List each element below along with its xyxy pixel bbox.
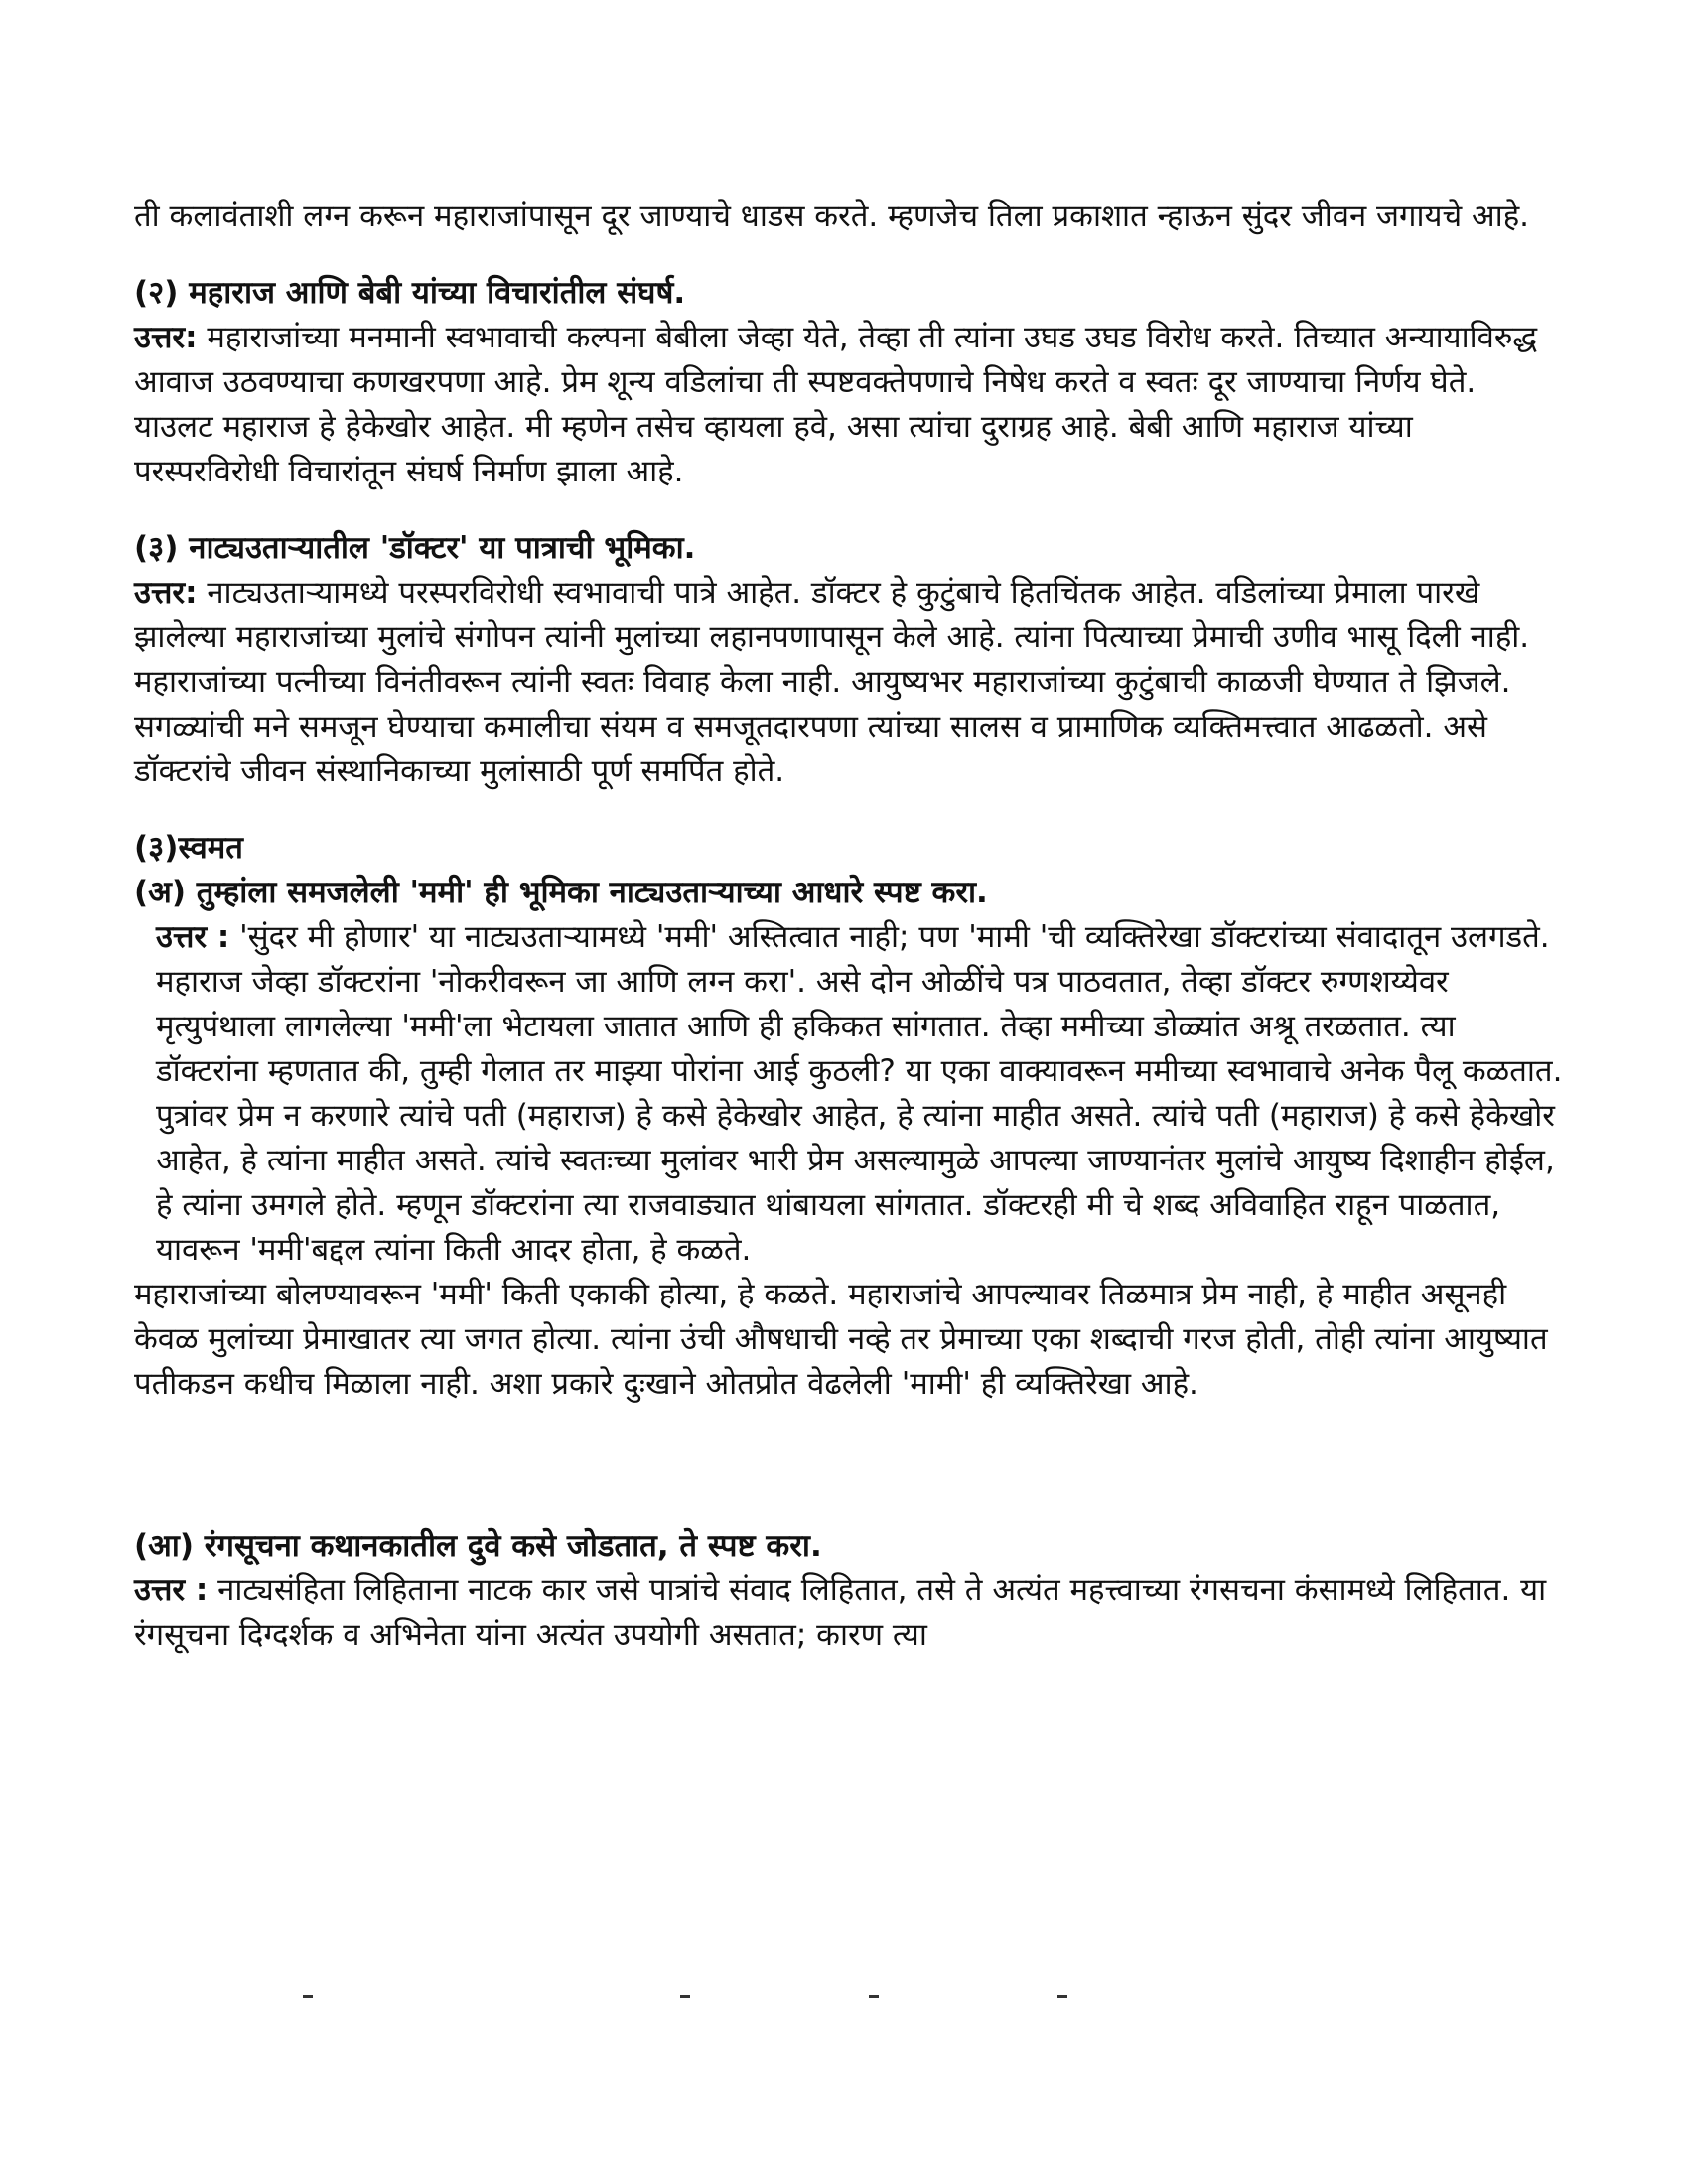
- swamat-heading: (३)स्वमत: [134, 830, 243, 866]
- answer-label: उत्तर :: [134, 1572, 209, 1608]
- answer-text: नाट्यउताऱ्यामध्ये परस्परविरोधी स्वभावाची पात्रे आहेत. डॉक्टर हे कुटुंबाचे हितचिंतक आहेत. वडिलांच्या प्रेमाला पारखे झालेल्या महाराजांच्या मुलांचे संगोपन त्यांनी मुलांच्या लहानपणापासून केले आहे. त्यांना पित्याच्या प्रेमाची उणीव भासू दिली नाही. महाराजांच्या पत्नीच्या विनंतीवरून त्यांनी स्वतः विवाह केला नाही. आयुष्यभर महाराजांच्या कुटुंबाची काळजी घेण्यात ते झिजले. सगळ्यांची मने समजून घेण्याचा कमालीचा संयम व समजूतदारपणा त्यांच्या सालस व प्रामाणिक व्यक्तिमत्त्वात आढळतो. असे डॉक्टरांचे जीवन संस्थानिकाच्या मुलांसाठी पूर्ण समर्पित होते.: [134, 575, 1530, 789]
- question-3-answer: [134, 571, 1564, 794]
- answer-label: उत्तर:: [134, 575, 198, 611]
- answer-label: उत्तर :: [156, 919, 230, 955]
- answer-text: 'सुंदर मी होणार' या नाट्यउताऱ्यामध्ये 'ममी' अस्तित्वात नाही; पण 'मामी 'ची व्यक्तिरेखा डॉक्टरांच्या संवादातून उलगडते. महाराज जेव्हा डॉक्टरांना 'नोकरीवरून जा आणि लग्न करा'. असे दोन ओळींचे पत्र पाठवतात, तेव्हा डॉक्टर रुग्णशय्येवर मृत्युपंथाला लागलेल्या 'ममी'ला भेटायला जातात आणि ही हकिकत सांगतात. तेव्हा ममीच्या डोळ्यांत अश्रू तरळतात. त्या डॉक्टरांना म्हणतात की, तुम्ही गेलात तर माझ्या पोरांना आई कुठली? या एका वाक्यावरून ममीच्या स्वभावाचे अनेक पैलू कळतात. पुत्रांवर प्रेम न करणारे त्यांचे पती (महाराज) हे कसे हेकेखोर आहेत, हे त्यांना माहीत असते. त्यांचे पती (महाराज) हे कसे हेकेखोर आहेत, हे त्यांना माहीत असते. त्यांचे स्वतःच्या मुलांवर भारी प्रेम असल्यामुळे आपल्या जाण्यानंतर मुलांचे आयुष्य दिशाहीन होईल, हे त्यांना उमगले होते. म्हणून डॉक्टरांना त्या राजवाड्यात थांबायला सांगतात. डॉक्टरही मी चे शब्द अविवाहित राहून पाळतात, यावरून 'ममी'बद्दल त्यांना किती आदर होता, हे कळते.: [156, 919, 1563, 1268]
- question-aa-answer: [134, 1569, 1564, 1658]
- intro-paragraph: ती कलावंताशी लग्न करून महाराजांपासून दूर जाण्याचे धाडस करते. म्हणजेच तिला प्रकाशात न्हाऊन सुंदर जीवन जगायचे आहे.: [134, 199, 1530, 234]
- question-a-answer: [134, 915, 1564, 1273]
- question-a-heading: (अ) तुम्हांला समजलेली 'ममी' ही भूमिका नाट्यउताऱ्याच्या आधारे स्पष्ट करा.: [134, 875, 988, 910]
- answer-label: उत्तर:: [134, 320, 198, 355]
- question-3-heading: (३) नाट्यउताऱ्यातील 'डॉक्टर' या पात्राची भूमिका.: [134, 530, 696, 566]
- question-aa-heading: (आ) रंगसूचना कथानकातील दुवे कसे जोडतात, ते स्पष्ट करा.: [134, 1528, 822, 1564]
- answer-text: नाट्यसंहिता लिहिताना नाटक कार जसे पात्रांचे संवाद लिहितात, तसे ते अत्यंत महत्त्वाच्या रंगसचना कंसामध्ये लिहितात. या रंगसूचना दिग्दर्शक व अभिनेता यांना अत्यंत उपयोगी असतात; कारण त्या: [134, 1572, 1547, 1653]
- document-page: [134, 195, 1564, 1658]
- answer-text: महाराजांच्या मनमानी स्वभावाची कल्पना बेबीला जेव्हा येते, तेव्हा ती त्यांना उघड उघड विरोध करते. तिच्यात अन्यायाविरुद्ध आवाज उठवण्याचा कणखरपणा आहे. प्रेम शून्य वडिलांचा ती स्पष्टवक्तेपणाचे निषेध करते व स्वतः दूर जाण्याचा निर्णय घेते. याउलट महाराज हे हेकेखोर आहेत. मी म्हणेन तसेच व्हायला हवे, असा त्यांचा दुराग्रह आहे. बेबी आणि महाराज यांच्या परस्परविरोधी विचारांतून संघर्ष निर्माण झाला आहे.: [134, 320, 1538, 489]
- truncated-line-fragment: [134, 1995, 1564, 2009]
- question-2-heading: (२) महाराज आणि बेबी यांच्या विचारांतील संघर्ष.: [134, 275, 686, 311]
- question-a-answer-continued: महाराजांच्या बोलण्यावरून 'ममी' किती एकाकी होत्या, हे कळते. महाराजांचे आपल्यावर तिळमात्र प्रेम नाही, हे माहीत असूनही केवळ मुलांच्या प्रेमाखातर त्या जगत होत्या. त्यांना उंची औषधाची नव्हे तर प्रेमाच्या एका शब्दाची गरज होती, तोही त्यांना आयुष्यात पतीकडन कधीच मिळाला नाही. अशा प्रकारे दुःखाने ओतप्रोत वेढलेली 'मामी' ही व्यक्तिरेखा आहे.: [134, 1277, 1548, 1402]
- question-2-answer: [134, 316, 1564, 494]
